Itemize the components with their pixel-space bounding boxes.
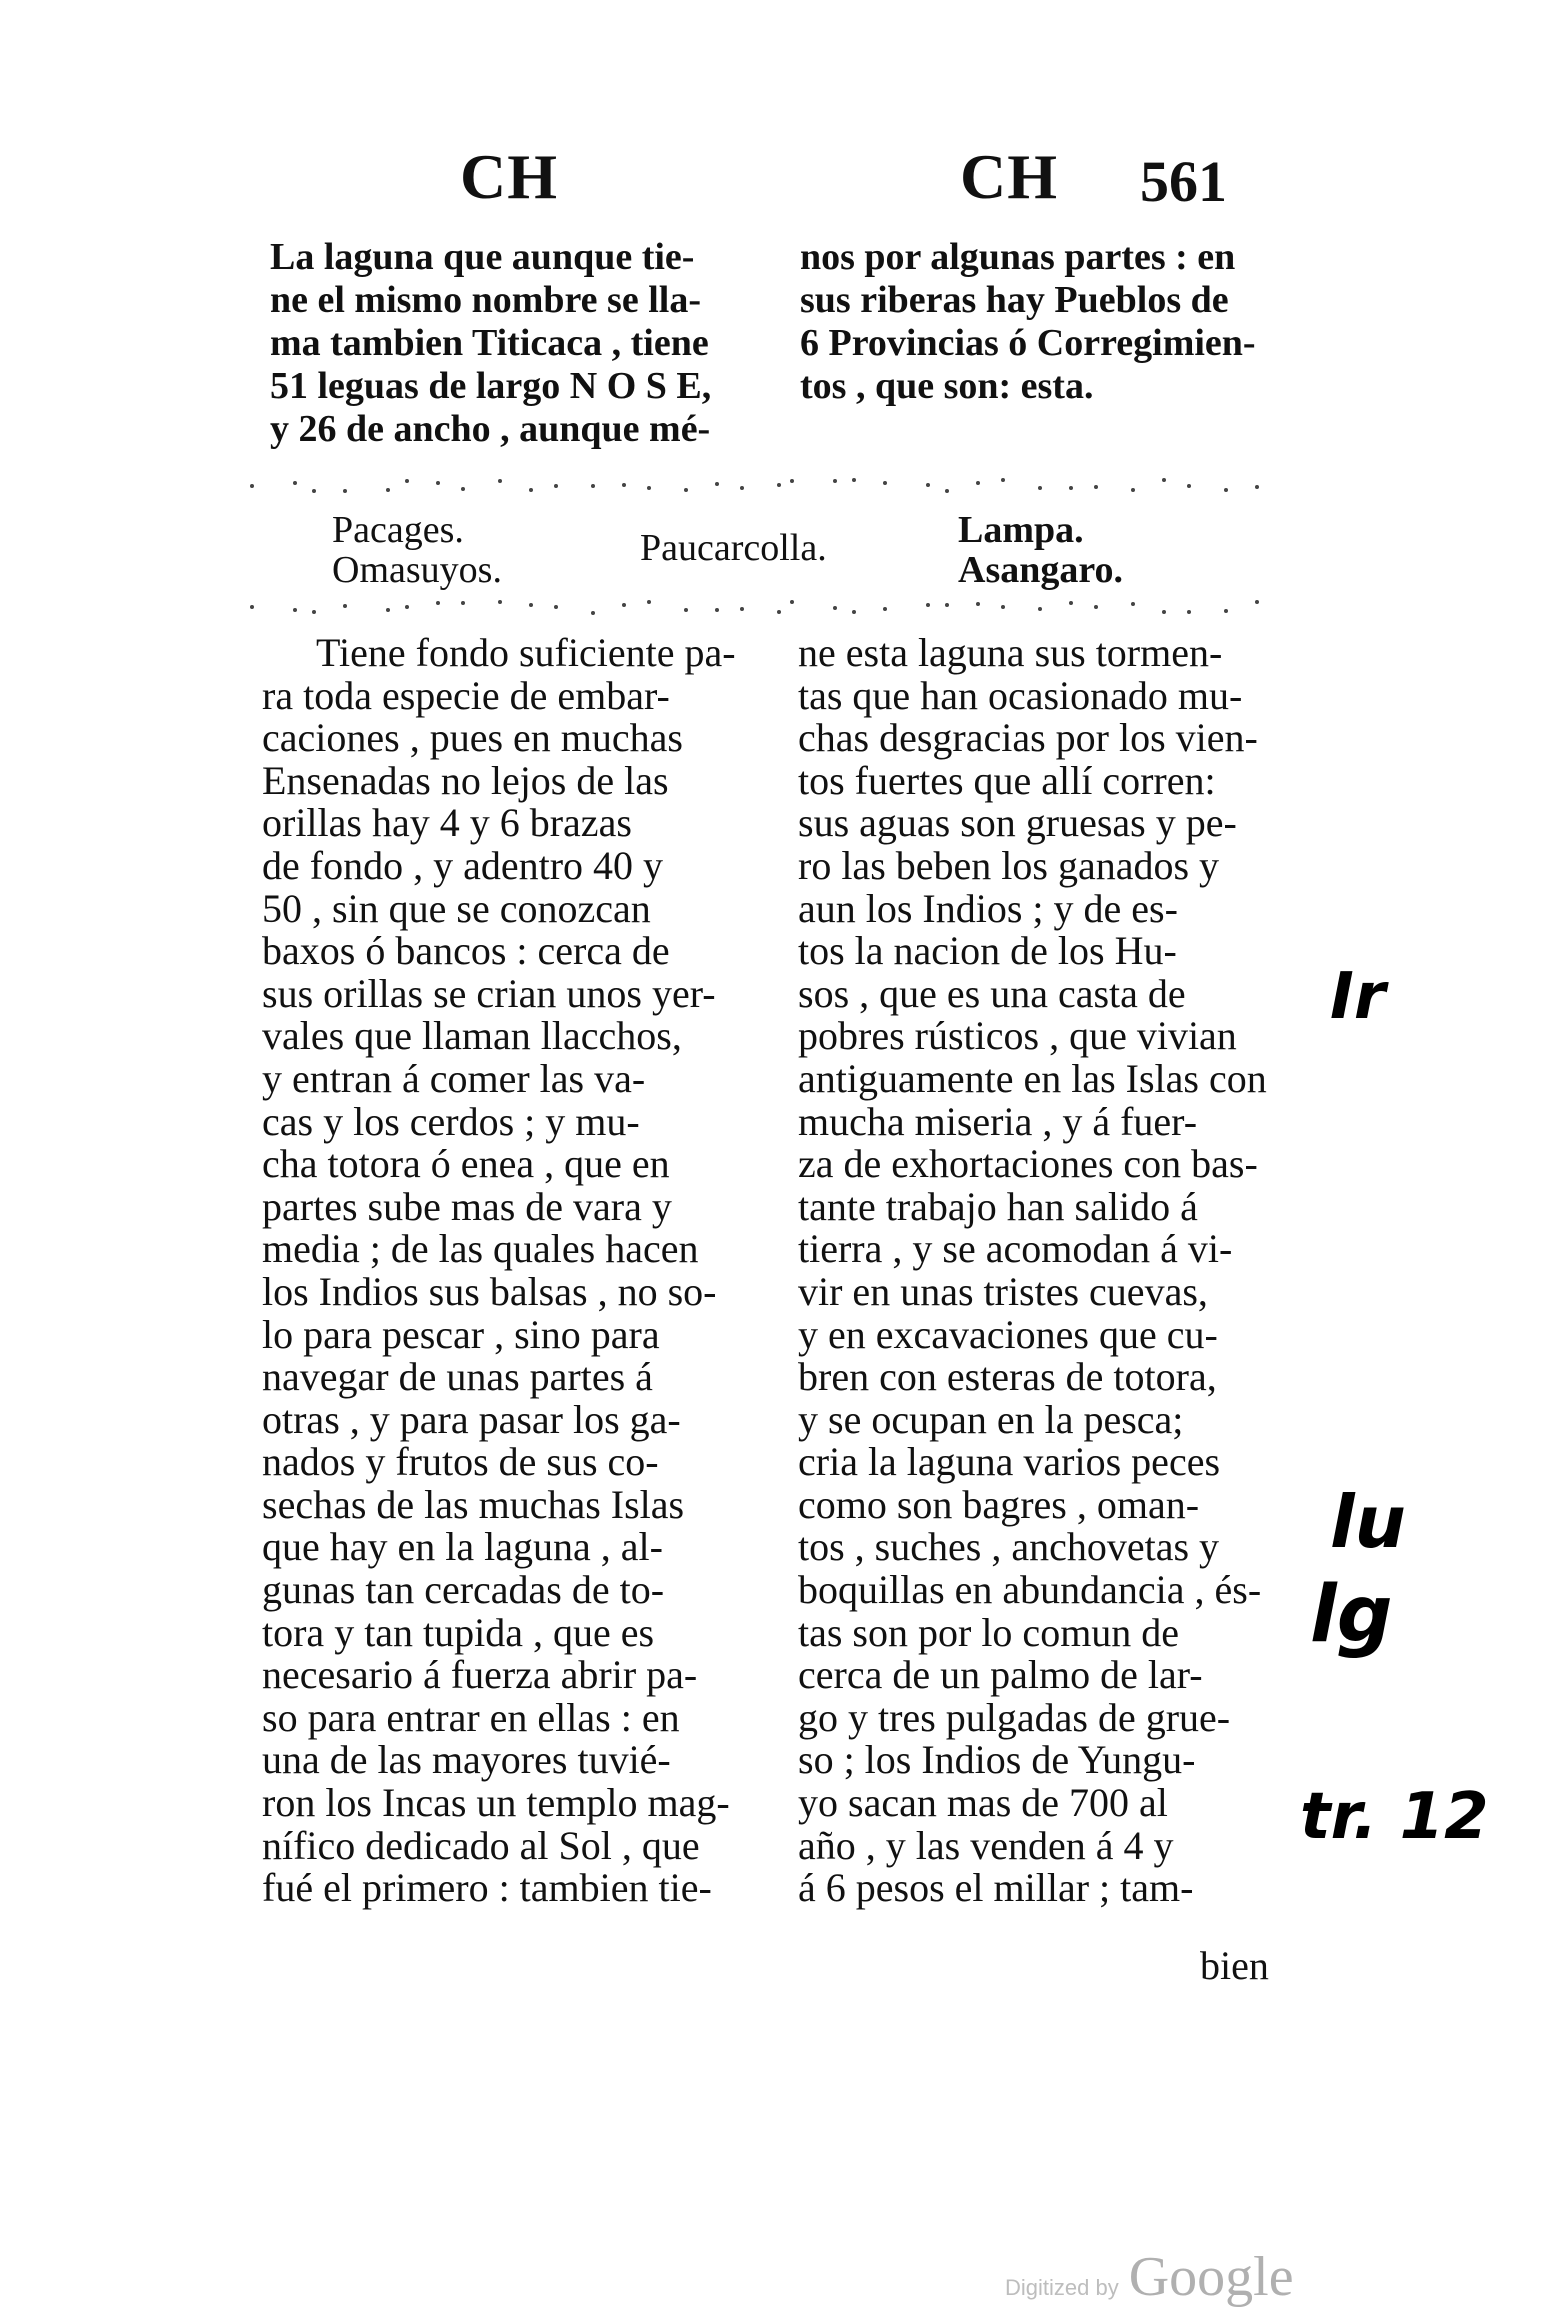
ink-speck (343, 489, 347, 493)
text-line: baxos ó bancos : cerca de (262, 928, 670, 974)
text-line: tierra , y se acomodan á vi- (798, 1226, 1233, 1272)
ink-speck (591, 484, 595, 488)
province-paucarcolla: Paucarcolla. (640, 527, 827, 569)
ink-speck (1187, 484, 1191, 488)
ink-speck (647, 600, 651, 604)
ink-speck (1038, 607, 1042, 611)
ink-speck (740, 486, 744, 490)
text-line: tas que han ocasionado mu- (798, 672, 1243, 718)
text-line: de fondo , y adentro 40 y (262, 842, 664, 888)
intro-line: y 26 de ancho , aunque mé- (270, 408, 711, 450)
text-line: nados y frutos de sus co- (262, 1439, 659, 1485)
text-line: como son bagres , oman- (798, 1481, 1200, 1527)
text-line: so ; los Indios de Yungu- (798, 1737, 1196, 1783)
intro-column-right (800, 236, 1300, 408)
digitized-by-text: Digitized by (1005, 2275, 1119, 2300)
ink-speck (461, 601, 465, 605)
text-line: tos , suches , anchovetas y (798, 1524, 1220, 1570)
ink-speck (1162, 610, 1166, 614)
ink-speck (833, 479, 837, 483)
text-line: y se ocupan en la pesca; (798, 1396, 1184, 1442)
text-line: ro las beben los ganados y (798, 842, 1220, 888)
text-line: za de exhortaciones con bas- (798, 1141, 1258, 1187)
ink-speck (1224, 609, 1228, 613)
text-line: y en excavaciones que cu- (798, 1311, 1218, 1357)
intro-line: 51 leguas de largo N O S E, (270, 365, 712, 407)
text-line: tora y tan tupida , que es (262, 1609, 655, 1655)
ink-speck (554, 605, 558, 609)
ink-speck (945, 489, 949, 493)
text-line: tas son por lo comun de (798, 1609, 1180, 1655)
text-line: tos la nacion de los Hu- (798, 928, 1177, 974)
text-line: aun los Indios ; y de es- (798, 885, 1178, 931)
ink-speck (622, 483, 626, 487)
ink-speck (250, 605, 254, 609)
province-lampa: Lampa. (958, 509, 1084, 551)
intro-line: 6 Provincias ó Corregimien- (800, 322, 1256, 364)
ink-speck (852, 610, 856, 614)
ornament-dots-top (250, 478, 1290, 496)
digitized-watermark (1005, 2245, 1294, 2309)
text-line: partes sube mas de vara y (262, 1183, 672, 1229)
text-line: go y tres pulgadas de grue- (798, 1694, 1231, 1740)
ink-speck (715, 482, 719, 486)
ink-speck (1001, 605, 1005, 609)
ink-speck (436, 601, 440, 605)
ink-speck (405, 479, 409, 483)
google-logo: Google (1128, 2246, 1294, 2308)
handwritten-note-3: lg (1310, 1570, 1393, 1660)
intro-line: ne el mismo nombre se lla- (270, 279, 701, 321)
text-line: sus aguas son gruesas y pe- (798, 800, 1237, 846)
text-line: sus orillas se crian unos yer- (262, 970, 716, 1016)
ink-speck (684, 608, 688, 612)
text-line: una de las mayores tuvié- (262, 1737, 671, 1783)
text-column-right (798, 632, 1308, 1910)
ink-speck (852, 478, 856, 482)
province-omasuyos: Omasuyos. (332, 549, 502, 591)
text-line: nífico dedicado al Sol , que (262, 1822, 700, 1868)
ink-speck (976, 602, 980, 606)
ink-speck (386, 488, 390, 492)
ink-speck (945, 603, 949, 607)
ink-speck (740, 607, 744, 611)
text-line: los Indios sus balsas , no so- (262, 1268, 717, 1314)
text-line: boquillas en abundancia , és- (798, 1567, 1262, 1613)
intro-column-left (270, 236, 790, 451)
text-line: tos fuertes que allí corren: (798, 757, 1216, 803)
ink-speck (1131, 602, 1135, 606)
ink-speck (976, 481, 980, 485)
text-line: vir en unas tristes cuevas, (798, 1268, 1208, 1314)
ink-speck (1131, 488, 1135, 492)
ink-speck (405, 605, 409, 609)
text-line: cria la laguna varios peces (798, 1439, 1221, 1485)
text-line: navegar de unas partes á (262, 1354, 653, 1400)
ink-speck (1001, 478, 1005, 482)
text-line: orillas hay 4 y 6 brazas (262, 800, 632, 846)
ink-speck (1162, 478, 1166, 482)
text-line: á 6 pesos el millar ; tam- (798, 1865, 1194, 1911)
ink-speck (926, 483, 930, 487)
page-number: 561 (1140, 149, 1227, 214)
text-line: sechas de las muchas Islas (262, 1481, 685, 1527)
catchword: bien (1200, 1943, 1269, 1988)
text-line: Ensenadas no lejos de las (262, 757, 669, 803)
text-line: cerca de un palmo de lar- (798, 1652, 1203, 1698)
ink-speck (554, 484, 558, 488)
running-head-right: CH (960, 141, 1058, 212)
text-line: sos , que es una casta de (798, 970, 1186, 1016)
text-line: pobres rústicos , que vivian (798, 1013, 1237, 1059)
text-line: media ; de las quales hacen (262, 1226, 699, 1272)
ink-speck (715, 608, 719, 612)
ink-speck (1224, 488, 1228, 492)
ink-speck (1255, 600, 1259, 604)
text-line: y entran á comer las va- (262, 1055, 646, 1101)
text-line: so para entrar en ellas : en (262, 1694, 680, 1740)
ink-speck (790, 479, 794, 483)
ink-speck (926, 603, 930, 607)
text-line: que hay en la laguna , al- (262, 1524, 663, 1570)
ink-speck (1094, 485, 1098, 489)
ink-speck (293, 608, 297, 612)
text-line: gunas tan cercadas de to- (262, 1567, 665, 1613)
text-line: fué el primero : tambien tie- (262, 1865, 712, 1911)
text-line: tante trabajo han salido á (798, 1183, 1198, 1229)
text-line: 50 , sin que se conozcan (262, 885, 651, 931)
text-line: cas y los cerdos ; y mu- (262, 1098, 640, 1144)
intro-line: sus riberas hay Pueblos de (800, 279, 1229, 321)
text-line: año , y las venden á 4 y (798, 1822, 1174, 1868)
text-line: ron los Incas un templo mag- (262, 1780, 730, 1826)
ink-speck (1069, 486, 1073, 490)
ink-speck (883, 607, 887, 611)
ink-speck (684, 488, 688, 492)
ink-speck (293, 481, 297, 485)
text-line: yo sacan mas de 700 al (798, 1780, 1168, 1826)
intro-line: ma tambien Titicaca , tiene (270, 322, 709, 364)
handwritten-note-4: tr. 12 (1300, 1780, 1489, 1854)
handwritten-note-1: Ir (1330, 960, 1386, 1034)
ink-speck (529, 603, 533, 607)
ink-speck (790, 600, 794, 604)
ink-speck (833, 606, 837, 610)
text-line: Tiene fondo suficiente pa- (316, 630, 736, 675)
intro-line: nos por algunas partes : en (800, 236, 1236, 278)
text-line: caciones , pues en muchas (262, 715, 683, 761)
ink-speck (529, 488, 533, 492)
ink-speck (386, 608, 390, 612)
ink-speck (1038, 486, 1042, 490)
ink-speck (1255, 485, 1259, 489)
intro-line: tos , que son: esta. (800, 365, 1094, 407)
text-line: necesario á fuerza abrir pa- (262, 1652, 698, 1698)
ink-speck (498, 600, 502, 604)
ink-speck (343, 604, 347, 608)
ink-speck (777, 610, 781, 614)
ink-speck (883, 481, 887, 485)
ink-speck (250, 484, 254, 488)
text-line: vales que llaman llacchos, (262, 1013, 682, 1059)
ornament-dots-bottom (250, 600, 1290, 618)
ink-speck (591, 611, 595, 615)
text-line: ra toda especie de embar- (262, 672, 670, 718)
province-pacages: Pacages. (332, 509, 464, 551)
running-head-left: CH (460, 141, 558, 212)
text-line: otras , y para pasar los ga- (262, 1396, 681, 1442)
text-column-left (262, 632, 772, 1910)
ink-speck (1094, 605, 1098, 609)
text-line: cha totora ó enea , que en (262, 1141, 670, 1187)
intro-line: La laguna que aunque tie- (270, 236, 695, 278)
ink-speck (622, 603, 626, 607)
ink-speck (461, 487, 465, 491)
text-line: lo para pescar , sino para (262, 1311, 660, 1357)
ink-speck (1069, 601, 1073, 605)
ink-speck (436, 481, 440, 485)
text-line: antiguamente en las Islas con (798, 1055, 1267, 1101)
ink-speck (777, 483, 781, 487)
province-asangaro: Asangaro. (958, 549, 1124, 591)
text-line: bren con esteras de totora, (798, 1354, 1217, 1400)
ink-speck (312, 610, 316, 614)
handwritten-note-2: lu (1330, 1480, 1406, 1564)
ink-speck (312, 489, 316, 493)
text-line: ne esta laguna sus tormen- (798, 630, 1223, 675)
text-line: chas desgracias por los vien- (798, 715, 1258, 761)
ink-speck (1187, 610, 1191, 614)
text-line: mucha miseria , y á fuer- (798, 1098, 1198, 1144)
ink-speck (647, 486, 651, 490)
ink-speck (498, 479, 502, 483)
